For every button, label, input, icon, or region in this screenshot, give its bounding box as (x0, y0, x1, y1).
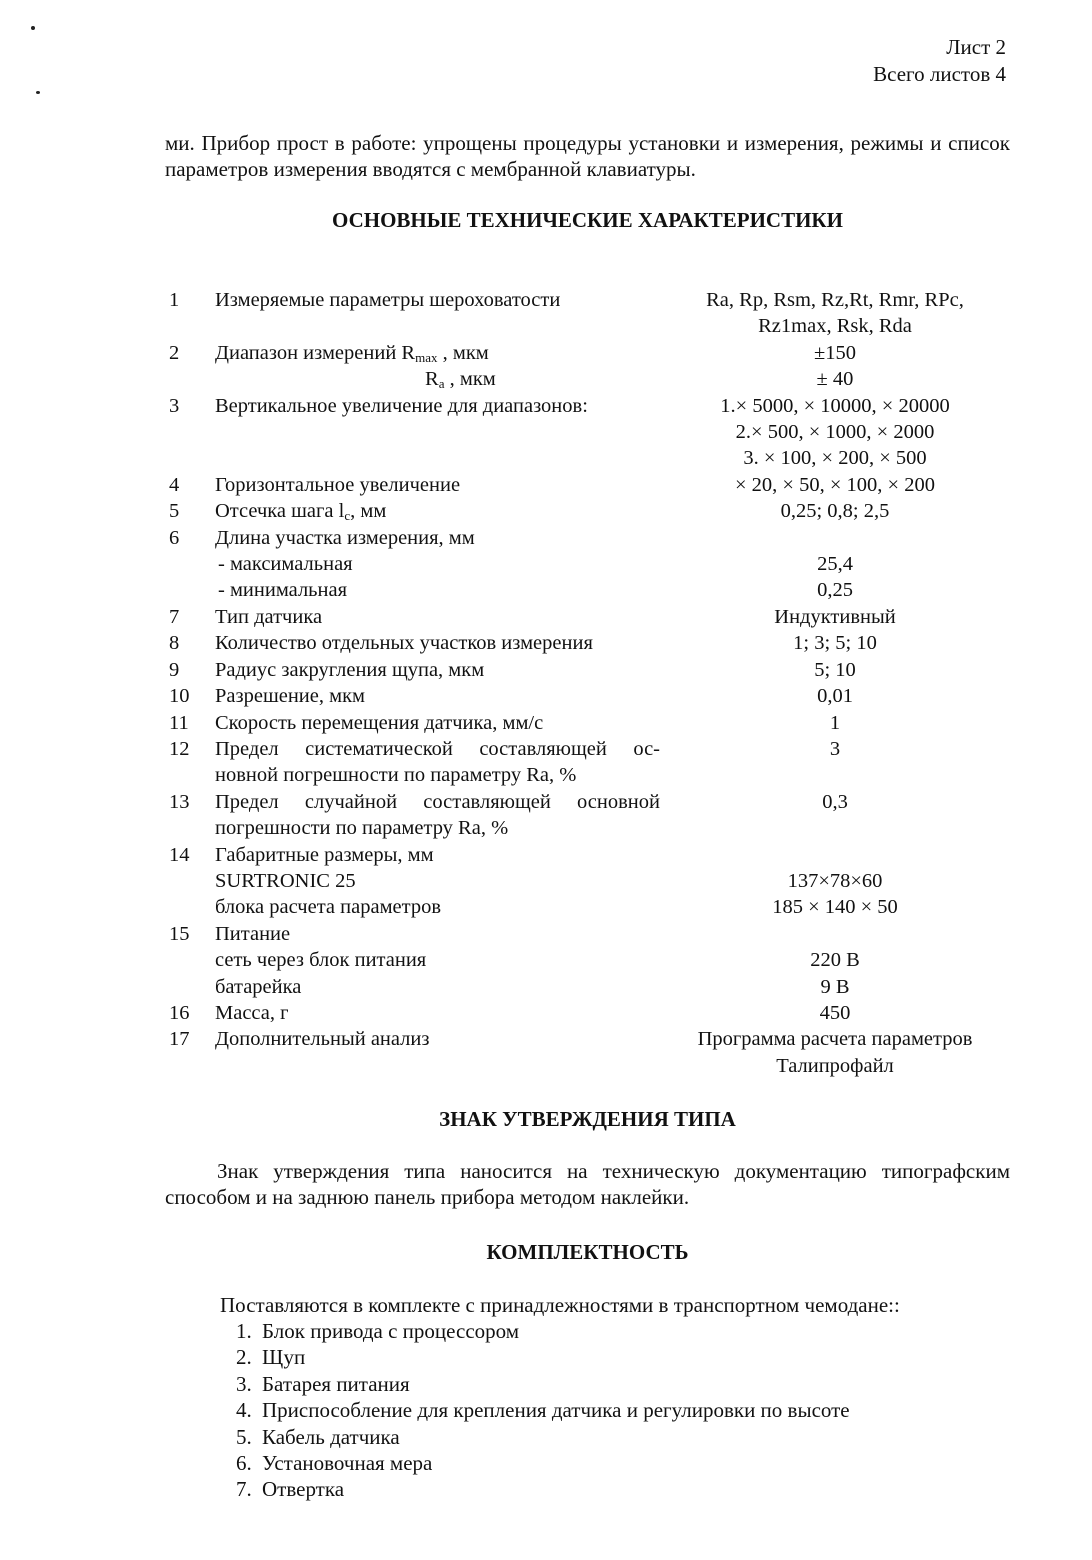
spec-label: Скорость перемещения датчика, мм/с (215, 711, 544, 734)
spec-value: 1 (829, 711, 841, 734)
kit-item-number: 7. (236, 1477, 252, 1502)
spec-row (165, 657, 1010, 683)
spec-row (165, 498, 1010, 524)
spec-value: 0,01 (817, 685, 853, 708)
kit-item-text: Батарея питания (262, 1371, 410, 1396)
spec-number: 14 (169, 843, 190, 866)
spec-number: 4 (169, 473, 180, 496)
spec-row (165, 340, 1010, 393)
spec-value: 5; 10 (814, 658, 856, 681)
section-title-kit: КОМПЛЕКТНОСТЬ (486, 1240, 689, 1264)
label-text: батарейка (215, 975, 302, 998)
spec-label: Тип датчика (215, 605, 323, 628)
spec-label: Разрешение, мкм (215, 685, 366, 708)
label-text: Предел случайной составляющей основной (215, 790, 660, 813)
spec-label (215, 525, 660, 604)
spec-value (660, 1026, 1010, 1079)
spec-label (215, 340, 660, 393)
kit-item (236, 1397, 850, 1423)
subscript: c (344, 508, 351, 524)
spec-row (165, 472, 1010, 498)
spec-value (660, 340, 1010, 393)
label-text: Длина участка измерения, мм (215, 526, 475, 549)
kit-item-text: Отвертка (262, 1477, 345, 1502)
spec-value-line: Талипрофайл (776, 1054, 894, 1077)
spec-row (165, 1000, 1010, 1026)
label-text: - максимальная (218, 553, 353, 576)
kit-item-number: 3. (236, 1371, 252, 1396)
spec-row (165, 393, 1010, 472)
label-text: - минимальная (218, 579, 348, 602)
spec-value-line: Rz1max, Rsk, Rda (758, 315, 912, 338)
label-text: , мкм (437, 341, 489, 364)
section-title-approval: ЗНАК УТВЕРЖДЕНИЯ ТИПА (439, 1107, 736, 1131)
spec-value-line: 185 × 140 × 50 (772, 896, 898, 919)
spec-row (165, 604, 1010, 630)
spec-label: Количество отдельных участков измерения (215, 632, 593, 655)
kit-item-number: 2. (236, 1345, 252, 1370)
spec-number: 10 (169, 685, 190, 708)
label-text: блока расчета параметров (215, 896, 442, 919)
label-text: R (425, 368, 439, 391)
spec-value: 450 (819, 1001, 851, 1024)
spec-number: 2 (169, 341, 180, 364)
spec-number: 15 (169, 922, 190, 945)
spec-label: Измеряемые параметры шероховатости (215, 289, 561, 311)
label-text: Питание (215, 922, 291, 945)
kit-item (236, 1476, 850, 1502)
spec-value: 0,25; 0,8; 2,5 (780, 500, 890, 523)
spec-value-line: Программа расчета параметров (697, 1028, 973, 1051)
spec-row (165, 630, 1010, 656)
spec-number: 7 (169, 605, 180, 628)
spec-value: 1; 3; 5; 10 (793, 632, 877, 655)
label-text: , мм (350, 500, 387, 523)
label-text: Диапазон измерений R (215, 341, 416, 364)
spec-value (660, 287, 1010, 340)
scan-speck (36, 91, 40, 94)
spec-row (165, 921, 1010, 1000)
spec-value: × 20, × 50, × 100, × 200 (735, 473, 935, 496)
spec-value: Индуктивный (774, 605, 896, 628)
spec-number: 17 (169, 1028, 190, 1051)
kit-list (236, 1318, 850, 1503)
spec-value-line: 25,4 (817, 553, 853, 576)
spec-number: 5 (169, 500, 180, 523)
kit-item-text: Щуп (262, 1345, 306, 1370)
spec-label (215, 921, 660, 1000)
spec-label: Вертикальное увеличение для диапазонов: (215, 394, 588, 417)
kit-item-number: 5. (236, 1424, 252, 1449)
kit-item (236, 1424, 850, 1450)
spec-row (165, 842, 1010, 921)
kit-item-text: Блок привода с процессором (262, 1319, 520, 1343)
label-text: новной погрешности по параметру Ra, % (215, 764, 577, 787)
spec-value (660, 921, 1010, 1000)
spec-label (215, 498, 660, 524)
spec-row (165, 710, 1010, 736)
subscript: a (438, 376, 445, 392)
spec-value-line: 9 В (820, 975, 850, 998)
label-text: , мкм (444, 368, 496, 391)
label-text: погрешности по параметру Ra, % (215, 817, 509, 840)
kit-item (236, 1344, 850, 1370)
spec-row (165, 1026, 1010, 1079)
spec-label (215, 789, 660, 842)
spec-value-line: Ra, Rp, Rsm, Rz,Rt, Rmr, RPc, (706, 289, 964, 311)
label-text: Габаритные размеры, мм (215, 843, 434, 866)
spec-value: 0,3 (822, 790, 848, 813)
spec-number: 3 (169, 394, 180, 417)
label-text: Отсечка шага l (215, 500, 345, 523)
kit-item-text: Кабель датчика (262, 1424, 400, 1449)
spec-number: 8 (169, 632, 180, 655)
spec-label: Радиус закругления щупа, мкм (215, 658, 485, 681)
label-text: Предел систематической составляющей ос- (215, 737, 660, 760)
spec-label: Дополнительный анализ (215, 1028, 430, 1051)
spec-number: 11 (169, 711, 189, 734)
spec-label (215, 736, 660, 789)
spec-label: Масса, г (215, 1001, 289, 1024)
approval-paragraph: Знак утверждения типа наносится на техническую документацию типографским способом и на заднюю панель прибора методом наклейки. (165, 1159, 1010, 1209)
total-sheets: Всего листов 4 (873, 62, 1006, 86)
kit-item-number: 4. (236, 1398, 252, 1423)
spec-value-line: ± 40 (816, 368, 854, 391)
spec-row (165, 287, 1010, 340)
spec-row (165, 789, 1010, 842)
spec-number: 6 (169, 526, 180, 549)
spec-number: 12 (169, 737, 190, 760)
kit-intro: Поставляются в комплекте с принадлежностями в транспортном чемодане:: (220, 1293, 900, 1317)
spec-number: 13 (169, 790, 190, 813)
spec-value-line: 1.× 5000, × 10000, × 20000 (720, 394, 950, 417)
spec-value-line: 137×78×60 (787, 869, 883, 892)
kit-item (236, 1371, 850, 1397)
label-text: сеть через блок питания (215, 949, 427, 972)
kit-item-number: 1. (236, 1319, 252, 1343)
spec-value-line: 0,25 (817, 579, 853, 602)
kit-item-text: Установочная мера (262, 1451, 433, 1476)
spec-number: 1 (169, 289, 180, 311)
section-title-specs: ОСНОВНЫЕ ТЕХНИЧЕСКИЕ ХАРАКТЕРИСТИКИ (331, 208, 843, 232)
spec-value-line: ±150 (813, 341, 856, 364)
kit-item-number: 6. (236, 1451, 252, 1476)
label-text: SURTRONIC 25 (215, 869, 356, 892)
spec-row (165, 736, 1010, 789)
spec-value: 3 (829, 737, 841, 760)
spec-value-line: 220 В (810, 949, 860, 972)
kit-item (236, 1318, 850, 1344)
spec-number: 9 (169, 658, 180, 681)
page-header (873, 34, 1006, 88)
spec-row (165, 683, 1010, 709)
spec-value-line: 2.× 500, × 1000, × 2000 (735, 421, 935, 444)
sheet-number: Лист 2 (946, 35, 1006, 59)
subscript: max (415, 349, 438, 365)
spec-value-line: 3. × 100, × 200, × 500 (743, 447, 927, 470)
spec-value (660, 393, 1010, 472)
spec-value (660, 842, 1010, 921)
spec-row (165, 525, 1010, 604)
specs-table (165, 287, 1010, 1079)
intro-paragraph: ми. Прибор прост в работе: упрощены процедуры установки и измерения, режимы и список параметров измерения вводятся с мембранной клавиатуры. (165, 131, 1010, 181)
spec-label (215, 842, 660, 921)
spec-number: 16 (169, 1001, 190, 1024)
spec-label: Горизонтальное увеличение (215, 473, 461, 496)
kit-item (236, 1450, 850, 1476)
spec-value (660, 525, 1010, 604)
scan-speck (31, 26, 35, 30)
kit-item-text: Приспособление для крепления датчика и регулировки по высоте (262, 1398, 850, 1423)
